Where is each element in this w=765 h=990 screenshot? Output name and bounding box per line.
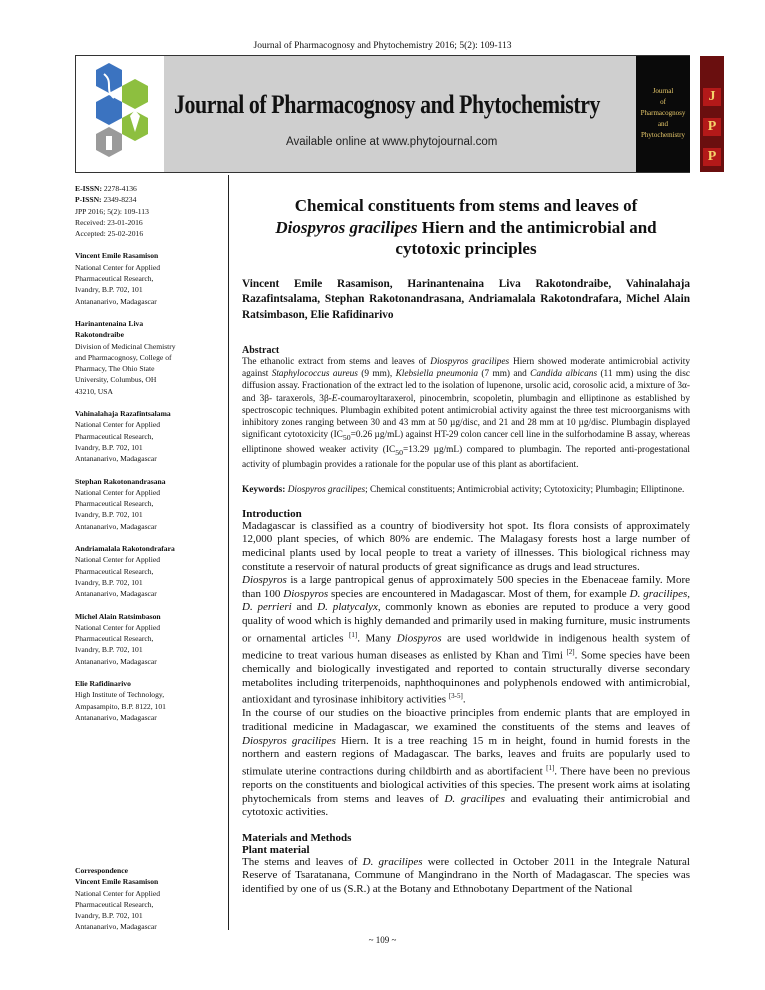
- abstract-text: The ethanolic extract from stems and leaves of Diospyros gracilipes Hiern showed moderate antimicrobial activity against Staphylococcus aureus (9 mm), Klebsiella pneumonia (7 mm) and Candida albicans (11 mm) using the disc diffusion assay. Fractionation of the extract led to the isolation of lupenone, ursolic acid, corosolic acid, a mixture of 3α- and 3β- taraxerols, 3β-E-coumaroyltaraxerol, pinocembrin, scopoletin, plumbagin and elliptinone as established by spectroscopic techniques. Plumbagin exhibited potent antimicrobial activity against the three test microorganisms with inhibitory zones ranging between 30 and 43 mm at 50 µg/disc, and 21 and 28 mm at 10 µg/disc. Plumbagin displayed significant cytotoxicity ($IC_{50}=0.26$ µg/mL) against HT-29 colon cancer cell line in the sulforhodamine B assay, whereas elliptinone showed weaker activity ($IC_{50}=13.29$ µg/mL) compared to plumbagin. The reported anti-progestational activity of plumbagin provides a rationale for the popular use of this plant as abortifacient.: [242, 357, 691, 471]
- affiliation-6: Michel Alain Ratsimbason National Center for Applied Pharmaceutical Research, Ivandry, B.P. 702, 101 Antananarivo, Madagascar: [75, 611, 161, 666]
- affiliation-4: Stephan Rakotonandrasana National Center for Applied Pharmaceutical Research, Ivandry, B.P. 702, 101 Antananarivo, Madagascar: [75, 476, 166, 531]
- jpp-badge: [700, 56, 724, 172]
- keywords: Keywords: Diospyros gracilipes; Chemical constituents; Antimicrobial activity; Cytotoxicity; Plumbagin; Elliptinone.: [242, 484, 685, 495]
- journal-cover-panel: Journal of Pharmacognosy and Phytochemistry: [636, 56, 690, 172]
- journal-banner: [75, 55, 717, 173]
- running-head: Journal of Pharmacognosy and Phytochemistry 2016; 5(2): 109-113: [253, 41, 512, 51]
- affiliation-3: Vahinalahaja Razafintsalama National Center for Applied Pharmaceutical Research, Ivandry, B.P. 702, 101 Antananarivo, Madagascar: [75, 409, 171, 464]
- issn-block: E-ISSN: 2278-4136 P-ISSN: 2349-8234 JPP 2016; 5(2): 109-113 Received: 23-01-2016 Accepted: 25-02-2016: [75, 184, 149, 239]
- article-main: [242, 195, 690, 897]
- intro-paragraph-1: Madagascar is classified as a country of biodiversity hot spot. Its flora consists of approximately 12,000 plant species, of which 80% are endemic. The Malagasy forests host a large number of medicinal plants used by local people to treat a variety of illnesses. This biological richness may constitute a reservoir of natural products of great significance as drugs and lead structures.: [242, 519, 690, 573]
- column-divider: [228, 175, 229, 930]
- plant-material-heading: Plant material: [242, 843, 310, 856]
- introduction-heading: Introduction: [242, 507, 302, 520]
- affiliation-2: Harinantenaina Liva Rakotondraibe Division of Medicinal Chemistry and Pharmacognosy, College of Pharmacy, The Ohio State University, Columbus, OH 43210, USA: [75, 318, 176, 396]
- intro-paragraph-3: In the course of our studies on the bioactive principles from endemic plants that are employed in traditional medicine in Madagascar, we examined the constituents of the stems and leaves of Diospyros gracilipes Hiern. It is a tree reaching 15 m in height, found in humid forests in the northern and eastern regions of Madagascar. The barks, leaves and fruits are popularly used to stimulate uterine contractions during childbirth and as abortifacient [1]. There have been no previous reports on the constituents and biological activities of this species. The present work aims at isolating phytochemicals from stems and leaves of D. gracilipes and evaluating their antimicrobial and cytotoxic activities.: [242, 707, 691, 819]
- banner-journal-title: Journal of Pharmacognosy and Phytochemistry: [174, 90, 601, 119]
- methods-heading: Materials and Methods: [242, 831, 352, 844]
- banner-title-area: [164, 56, 717, 172]
- banner-website-link[interactable]: Available online at www.phytojournal.com: [286, 136, 498, 148]
- affiliation-5: Andriamalala Rakotondrafara National Center for Applied Pharmaceutical Research, Ivandry, B.P. 702, 101 Antananarivo, Madagascar: [75, 544, 175, 599]
- author-list: Vincent Emile Rasamison, Harinantenaina Liva Rakotondraibe, Vahinalahaja Razafintsalama, Stephan Rakotonandrasana, Andriamalala Rakotondrafara, Michel Alain Ratsimbason, Elie Rafidinarivo: [242, 277, 690, 321]
- intro-paragraph-2: Diospyros is a large pantropical genus of approximately 500 species in the Ebenaceae family. More than 100 Diospyros species are encountered in Madagascar. Most of them, for example D. gracilipes, D. perrieri and D. platycalyx, commonly known as ebonies are reputed to produce a very good quality of wood which is highly demanded and primarily used in making furniture, music instruments or ornamental articles [1]. Many Diospyros are used worldwide in indigenous health system of medicine to treat various human diseases as enlisted by Khan and Timi [2]. Some species have been chemically and biologically investigated and reported to contain structurally diverse secondary metabolites including triterpenoids, naphthoquinones and polyphenols endowed with antimicrobial, antioxidant and tyrosinase inhibitory activities [3-5].: [242, 574, 690, 706]
- sidebar-metadata: [75, 183, 225, 734]
- abstract-heading: Abstract: [242, 345, 280, 356]
- jpp-letter-p2: P: [703, 148, 721, 166]
- affiliation-1: Vincent Emile Rasamison National Center for Applied Pharmaceutical Research, Ivandry, B.P. 702, 101 Antananarivo, Madagascar: [75, 251, 160, 306]
- jpp-letter-j: J: [703, 88, 721, 106]
- article-title: Chemical constituents from stems and leaves of Diospyros gracilipes Hiern and the antimicrobial and cytotoxic principles: [275, 196, 657, 258]
- page-number: ~ 109 ~: [368, 935, 397, 945]
- correspondence-block: Correspondence Vincent Emile Rasamison National Center for Applied Pharmaceutical Research, Ivandry, B.P. 702, 101 Antananarivo, Madagascar: [75, 866, 160, 932]
- jpp-letter-p: P: [703, 118, 721, 136]
- hexagon-logo-icon: [76, 56, 164, 172]
- affiliation-7: Elie Rafidinarivo High Institute of Technology, Ampasampito, B.P. 8122, 101 Antananarivo, Madagascar: [75, 678, 166, 722]
- journal-logo: [76, 56, 164, 172]
- methods-paragraph-1: The stems and leaves of D. gracilipes were collected in October 2011 in the Integrale Natural Reserve of Tsaratanana, Commune of Mangindrano in the North of Madagascar. The species was identified by one of us (S.R.) at the Botany and Ethnobotany Department of the National: [242, 855, 690, 896]
